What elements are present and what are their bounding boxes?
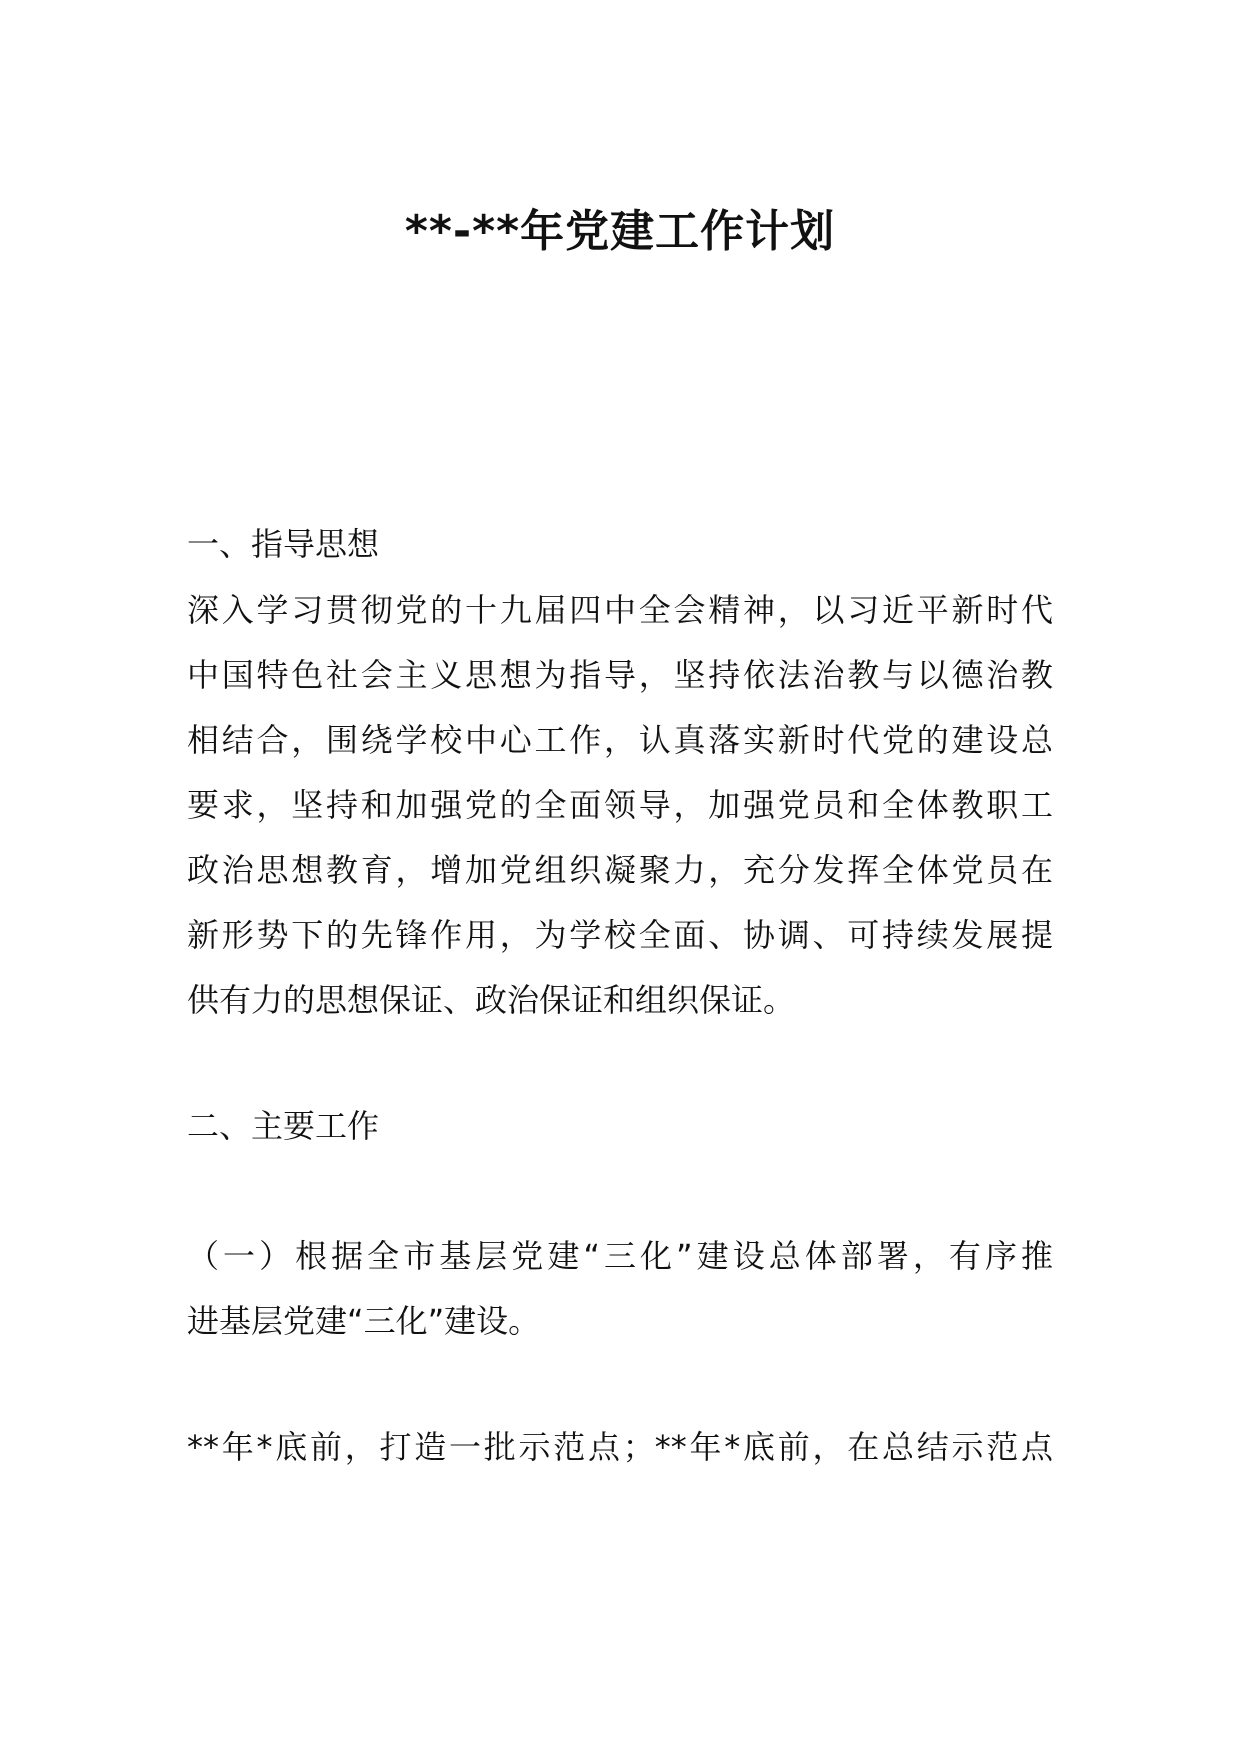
paragraph-line: 深入学习贯彻党的十九届四中全会精神，以习近平新时代: [187, 591, 1053, 629]
heading-text: 一、指导思想: [187, 525, 380, 563]
paragraph-line: 相结合，围绕学校中心工作，认真落实新时代党的建设总: [187, 721, 1053, 759]
paragraph-line: 供有力的思想保证、政治保证和组织保证。: [187, 981, 796, 1019]
section-heading-guiding-ideology: [187, 512, 1053, 577]
main-work-item-1: [187, 1224, 1053, 1354]
paragraph-line: 要求，坚持和加强党的全面领导，加强党员和全体教职工: [187, 786, 1053, 824]
paragraph-line: （一）根据全市基层党建“三化”建设总体部署，有序推: [187, 1237, 1053, 1275]
paragraph-line: 新形势下的先锋作用，为学校全面、协调、可持续发展提: [187, 916, 1053, 954]
paragraph-line: 进基层党建“三化”建设。: [187, 1302, 541, 1340]
paragraph-line: 政治思想教育，增加党组织凝聚力，充分发挥全体党员在: [187, 851, 1053, 889]
paragraph-line: **年*底前，打造一批示范点；**年*底前，在总结示范点: [187, 1428, 1053, 1466]
paragraph-line: 中国特色社会主义思想为指导，坚持依法治教与以德治教: [187, 656, 1053, 694]
guiding-ideology-paragraph: [187, 578, 1053, 1033]
heading-text: 二、主要工作: [187, 1107, 380, 1145]
document-title: **-**年党建工作计划: [404, 206, 836, 257]
main-work-paragraph-2: [187, 1415, 1053, 1480]
section-heading-main-work: [187, 1094, 1053, 1159]
